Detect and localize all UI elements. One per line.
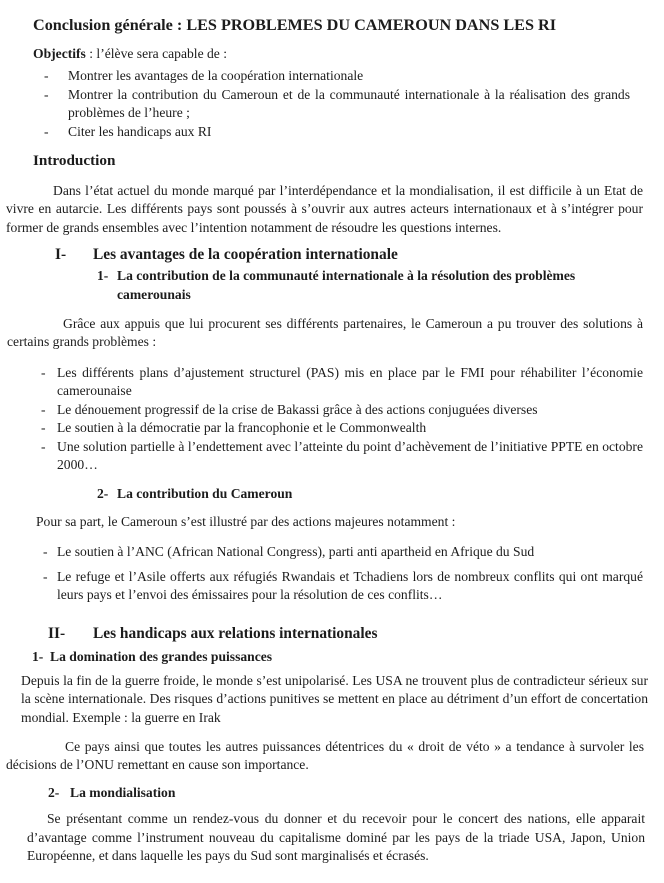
objectives-list <box>44 67 664 141</box>
section-title: Les handicaps aux relations internationales <box>93 625 378 643</box>
subsection-number: 1- <box>97 268 109 284</box>
list-item <box>43 543 664 561</box>
section-title: Les avantages de la coopération internationale <box>93 246 398 264</box>
objectives-line <box>33 45 664 63</box>
subsection-title: La domination des grandes puissances <box>50 649 273 665</box>
objectives-intro-text: : l’élève sera capable de : <box>85 46 228 61</box>
paragraph-veto-powers: Ce pays ainsi que toutes les autres puissances détentrices du « droit de véto » a tendance à survoler les décisions de l’ONU remettant en cause son importance. <box>6 738 644 773</box>
list-item-text: Montrer la contribution du Cameroun et de la communauté internationale à la réalisation des grands problèmes de l’heure ; <box>68 86 630 121</box>
list-item <box>41 364 664 401</box>
list-item <box>41 401 664 419</box>
bullet-dash: - <box>41 438 46 454</box>
subsection-1-2-heading <box>97 485 664 503</box>
list-item-text: Le soutien à l’ANC (African National Congress), parti anti apartheid en Afrique du Sud <box>57 544 535 560</box>
list-item-text: Une solution partielle à l’endettement avec l’atteinte du point d’achèvement de l’initiative PPTE en octobre 2000… <box>57 438 643 472</box>
bullet-dash: - <box>41 364 46 380</box>
subsection-title: La contribution de la communauté internationale à la résolution des problèmes camerounais <box>117 268 576 302</box>
subsection-number: 2- <box>48 784 60 800</box>
list-item <box>43 568 664 605</box>
paragraph-cameroon-actions: Pour sa part, le Cameroun s’est illustré par des actions majeures notamment : <box>36 513 456 529</box>
bullet-dash: - <box>44 68 49 84</box>
list-item-text: Le dénouement progressif de la crise de Bakassi grâce à des actions conjuguées diverses <box>57 401 538 417</box>
section-2-heading <box>48 624 664 643</box>
list-item <box>41 438 664 475</box>
bullet-dash: - <box>44 123 49 139</box>
bullet-dash: - <box>43 544 48 560</box>
list-item-text: Montrer les avantages de la coopération internationale <box>68 68 364 84</box>
paragraph-globalization: Se présentant comme un rendez-vous du donner et du recevoir pour le concert des nations, elle apparait d’avantage comme l’instrument nouveau du capitalisme dominé par les pays de la triade USA, Japon, Union Européenne, et dans laquelle les pays du Sud sont marginalisés et écrasés. <box>27 811 645 863</box>
contributions-list <box>43 543 664 604</box>
paragraph-partners-support: Grâce aux appuis que lui procurent ses différents partenaires, le Cameroun a pu trouver des solutions à certains grands problèmes : <box>7 316 643 350</box>
subsection-2-1-heading <box>32 648 664 666</box>
list-item-text: Le soutien à la démocratie par la francophonie et le Commonwealth <box>57 420 427 436</box>
bullet-dash: - <box>41 401 46 417</box>
subsection-number: 2- <box>97 486 109 502</box>
document-title: Conclusion générale : LES PROBLEMES DU CAMEROUN DANS LES RI <box>33 16 556 34</box>
section-1-heading <box>55 245 664 264</box>
bullet-dash: - <box>43 568 48 584</box>
subsection-title: La contribution du Cameroun <box>117 486 293 502</box>
list-item-text: Le refuge et l’Asile offerts aux réfugiés Rwandais et Tchadiens lors de nombreux conflits qui ont marqué leurs pays et l’envoi des émissaires pour la résolution de ces conflits… <box>57 568 643 602</box>
subsection-number: 1- <box>32 649 44 665</box>
subsection-title: La mondialisation <box>70 784 176 800</box>
objectives-label: Objectifs <box>33 46 86 61</box>
bullet-dash: - <box>44 86 49 102</box>
list-item <box>41 419 664 437</box>
list-item <box>44 123 664 141</box>
list-item-text: Citer les handicaps aux RI <box>68 123 212 139</box>
section-number: I- <box>55 246 67 264</box>
introduction-paragraph: Dans l’état actuel du monde marqué par l’interdépendance et la mondialisation, il est difficile à un Etat de vivre en autarcie. Les différents pays sont poussés à s’ouvrir aux autres acteurs internationaux et à s’intégrer pour former de grands ensembles avec l’intention notamment de résoudre les questions internes. <box>6 183 643 235</box>
bullet-dash: - <box>41 420 46 436</box>
advantages-list <box>41 364 664 474</box>
list-item <box>44 67 664 85</box>
introduction-heading: Introduction <box>33 152 116 170</box>
list-item-text: Les différents plans d’ajustement structurel (PAS) mis en place par le FMI pour réhabiliter l’économie camerounaise <box>57 364 643 399</box>
subsection-1-1-heading <box>97 267 664 304</box>
paragraph-cold-war: Depuis la fin de la guerre froide, le monde s’est unipolarisé. Les USA ne trouvent plus de contradicteur sérieux sur la scène internationale. Des risques d’actions punitives se mettent en place au détriment d’un effort de concertation mondial. Exemple : la guerre en Irak <box>21 672 648 725</box>
section-number: II- <box>48 625 66 643</box>
list-item <box>44 86 664 123</box>
subsection-2-2-heading <box>48 784 664 802</box>
